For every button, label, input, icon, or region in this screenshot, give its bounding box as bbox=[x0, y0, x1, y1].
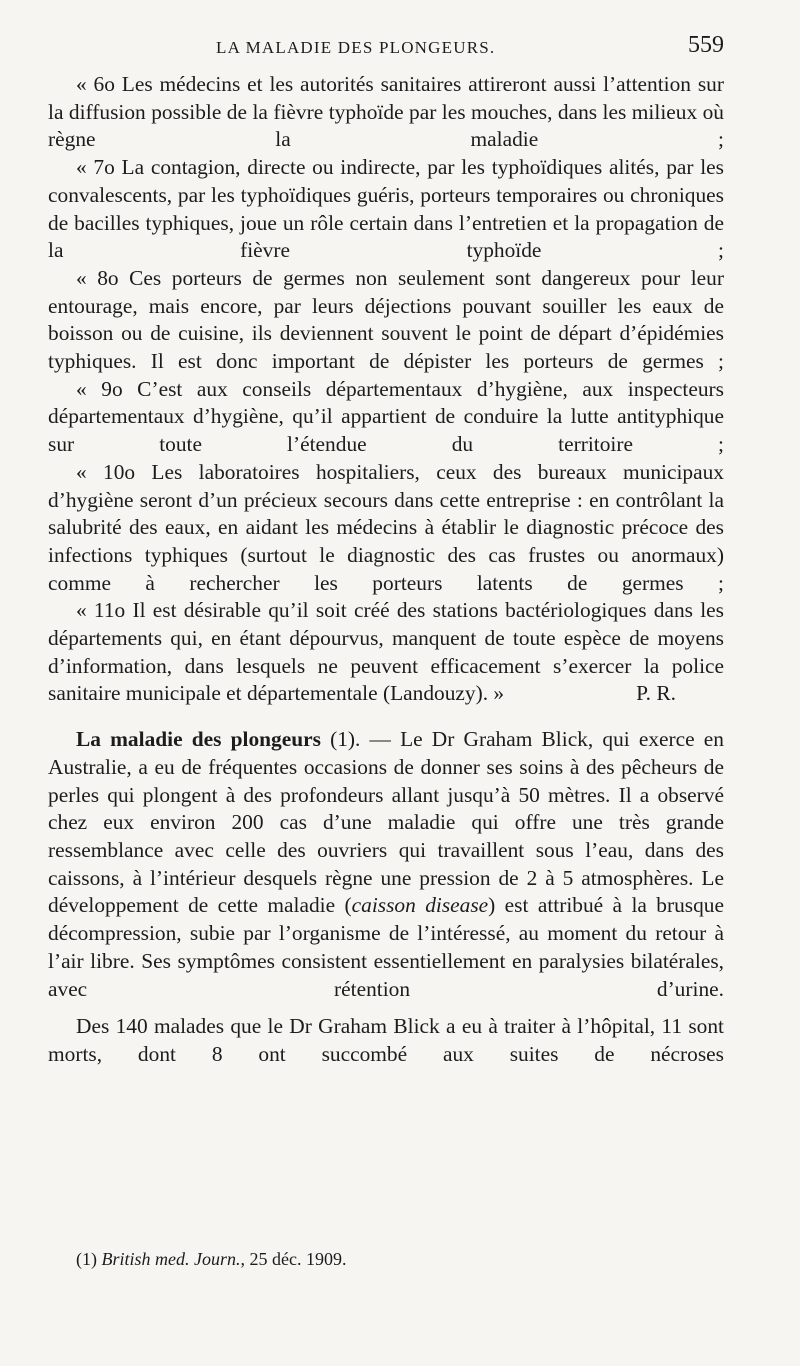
footnote-date: , 25 déc. 1909. bbox=[240, 1249, 347, 1269]
article-title: La maladie des plongeurs bbox=[76, 727, 321, 752]
article-paragraph-1 bbox=[48, 726, 724, 1003]
paragraph-item-9: « 9o C’est aux conseils départementaux d’hygiène, aux inspecteurs départementaux d’hygiène, qu’il appartient de conduire la lutte antityphique sur toute l’étendue du territoire ; bbox=[48, 376, 724, 457]
paragraph-item-7: « 7o La contagion, directe ou indirecte, par les typhoïdiques alités, par les convalescents, par les typhoïdiques guéris, porteurs temporaires ou chroniques de bacilles typhiques, joue un rôle certain dans l’entretien et la propagation de la fièvre typhoïde ; bbox=[48, 155, 724, 263]
page-number: 559 bbox=[688, 32, 724, 58]
page-header bbox=[48, 32, 724, 66]
paragraph-item-11-text: « 11o Il est désirable qu’il soit créé des stations bactériologiques dans les départements qui, en étant dépourvus, manquent de toute espèce de moyens d’information, dans lesquels ne peuvent efficacement s’exercer la police sanitaire municipale et départementale (Landouzy). » bbox=[48, 598, 724, 706]
paragraph-item-10: « 10o Les laboratoires hospitaliers, ceux des bureaux municipaux d’hygiène seront d’un précieux secours dans cette entreprise : en contrôlant la salubrité des eaux, en aidant les médecins à établir le diagnostic précoce des infections typhiques (surtout le diagnostic des cas frustes ou anormaux) comme à rechercher les porteurs latents de germes ; bbox=[48, 459, 724, 595]
footnote-reference: (1). bbox=[330, 727, 361, 752]
footnote-source: British med. Journ. bbox=[101, 1249, 241, 1269]
article-paragraph-2: Des 140 malades que le Dr Graham Blick a eu à traiter à l’hôpital, 11 sont morts, dont 8 ont succombé aux suites de nécroses bbox=[48, 1014, 724, 1066]
body-text bbox=[48, 71, 724, 1069]
paragraph-item-6: « 6o Les médecins et les autorités sanitaires attireront aussi l’attention sur la diffusion possible de la fièvre typhoïde par les mouches, dans les milieux où règne la maladie ; bbox=[48, 72, 724, 152]
article-intro-rest: ) est attribué à la brusque décompression, subie par l’organisme de l’intéressé, au moment du retour à l’air libre. Ses symptômes consistent essentiellement en paralysies bilatérales, avec rétention d’urine. bbox=[48, 893, 724, 1001]
article-intro-text: — Le Dr Graham Blick, qui exerce en Australie, a eu de fréquentes occasions de donner ses soins à des pêcheurs de perles qui plongent à des profondeurs allant jusqu’à 50 mètres. Il a observé chez eux environ 200 cas d’une maladie qui offre une très grande ressemblance avec celle des ouvriers qui travaillent sous l’eau, dans des caissons, à l’intérieur desquels règne une pression de 2 à 5 atmosphères. Le développement de cette maladie ( bbox=[48, 727, 724, 918]
paragraph-item-8: « 8o Ces porteurs de germes non seulement sont dangereux pour leur entourage, mais encore, par leurs déjections pouvant souiller les eaux de boisson ou de cuisine, ils deviennent souvent le point de départ d’épidémies typhiques. Il est donc important de dépister les porteurs de germes ; bbox=[48, 265, 724, 374]
caisson-disease-term: caisson disease bbox=[351, 893, 489, 918]
paragraph-item-11 bbox=[48, 597, 724, 708]
running-title: LA MALADIE DES PLONGEURS. bbox=[216, 38, 496, 57]
footnote-marker: (1) bbox=[76, 1249, 102, 1269]
footnote bbox=[76, 1249, 346, 1270]
signature: P. R. bbox=[636, 681, 676, 706]
